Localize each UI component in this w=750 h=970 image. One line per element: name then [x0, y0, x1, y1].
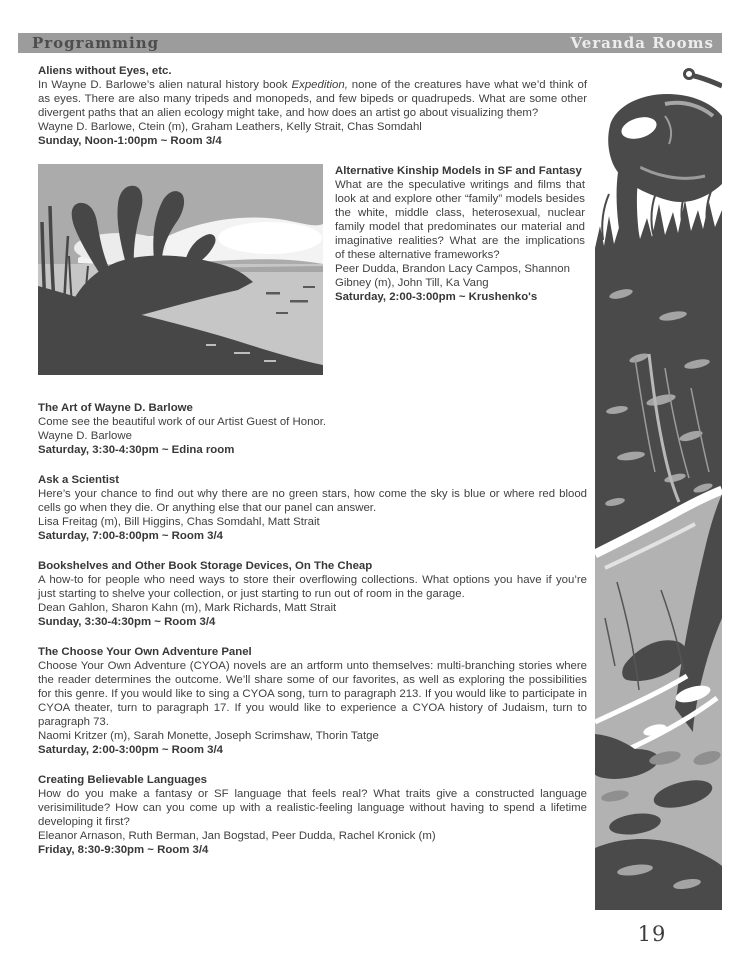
session-title: Creating Believable Languages — [38, 774, 208, 786]
session-column — [335, 164, 585, 375]
session-bookshelves — [38, 559, 587, 629]
description-text: none of the creatures have what we’d think of as eyes. There are also many tripeds and monopeds, and few bipeds or quadrupeds. What are some other divergent paths that an alien ecology might take, and how does an artist go about visualizing them? — [38, 79, 587, 119]
session-panelists: Eleanor Arnason, Ruth Berman, Jan Bogstad, Peer Dudda, Rachel Kronick (m) — [38, 830, 436, 842]
book-title-italic: Expedition, — [291, 79, 348, 91]
session-panelists: Wayne D. Barlowe — [38, 430, 132, 442]
session-time: Saturday, 3:30-4:30pm ~ Edina room — [38, 444, 235, 456]
program-listings — [38, 64, 587, 873]
page-section-title: Programming — [32, 34, 160, 52]
session-ask-a-scientist — [38, 473, 587, 543]
session-panelists: Wayne D. Barlowe, Ctein (m), Graham Leathers, Kelly Strait, Chas Somdahl — [38, 121, 422, 133]
session-time: Saturday, 7:00-8:00pm ~ Room 3/4 — [38, 530, 223, 542]
session-believable-languages — [38, 773, 587, 857]
alien-creature-illustration — [38, 164, 323, 375]
session-title: The Choose Your Own Adventure Panel — [38, 646, 252, 658]
page-number: 19 — [637, 922, 667, 946]
session-cyoa-panel — [38, 645, 587, 757]
session-time: Saturday, 2:00-3:00pm ~ Room 3/4 — [38, 744, 223, 756]
session-panelists: Dean Gahlon, Sharon Kahn (m), Mark Richards, Matt Strait — [38, 602, 337, 614]
room-group-title: Veranda Rooms — [570, 34, 714, 52]
description-text: In Wayne D. Barlowe’s alien natural history book — [38, 79, 292, 91]
session-panelists: Naomi Kritzer (m), Sarah Monette, Joseph Scrimshaw, Thorin Tatge — [38, 730, 379, 742]
session-time: Sunday, Noon-1:00pm ~ Room 3/4 — [38, 135, 222, 147]
session-title: Alternative Kinship Models in SF and Fantasy — [335, 165, 582, 177]
artwork-and-session-row — [38, 164, 587, 375]
session-description: Come see the beautiful work of our Artist Guest of Honor. — [38, 416, 327, 428]
session-title: Bookshelves and Other Book Storage Devices, On The Cheap — [38, 560, 373, 572]
session-title: Aliens without Eyes, etc. — [38, 65, 172, 77]
session-description — [38, 78, 587, 120]
session-description: How do you make a fantasy or SF language that feels real? What traits give a constructed language verisimilitude? How can you come up with a realistic-feeling language without having to spend a lifetime developing it first? — [38, 788, 587, 828]
session-description: Here’s your chance to find out why there are no green stars, how come the sky is blue or where red blood cells go when they die. Or anything else that our panel can answer. — [38, 488, 587, 514]
session-time: Friday, 8:30-9:30pm ~ Room 3/4 — [38, 844, 209, 856]
session-alternative-kinship — [335, 164, 585, 304]
session-title: Ask a Scientist — [38, 474, 120, 486]
session-time: Sunday, 3:30-4:30pm ~ Room 3/4 — [38, 616, 216, 628]
session-aliens-without-eyes — [38, 64, 587, 148]
session-panelists: Lisa Freitag (m), Bill Higgins, Chas Somdahl, Matt Strait — [38, 516, 320, 528]
session-panelists: Peer Dudda, Brandon Lacy Campos, Shannon Gibney (m), John Till, Ka Vang — [335, 263, 570, 289]
session-description: What are the speculative writings and films that look at and explore other “family” models besides the white, middle class, heterosexual, nuclear family model that predominates our material and imaginative realities? What are the implications of these alternative frameworks? — [335, 179, 585, 261]
session-title: The Art of Wayne D. Barlowe — [38, 402, 193, 414]
session-art-of-barlowe — [38, 401, 587, 457]
session-description: Choose Your Own Adventure (CYOA) novels are an artform unto themselves: multi-branching stories where the reader determines the outcome. We’ll share some of our favorites, as well as exploring the possibilities for this genre. If you would like to sing a CYOA song, turn to paragraph 213. If you would like to participate in CYOA theater, turn to paragraph 17. If you would like to experience a CYOA history of Judaism, turn to paragraph 73. — [38, 660, 587, 728]
session-time: Saturday, 2:00-3:00pm ~ Krushenko's — [335, 291, 538, 303]
header-bar — [18, 33, 722, 53]
session-description: A how-to for people who need ways to store their overflowing collections. What options you have if you’re just starting to shelve your collection, or just starting to run out of room in the garage. — [38, 574, 587, 600]
sidebar-border-illustration — [595, 58, 722, 910]
